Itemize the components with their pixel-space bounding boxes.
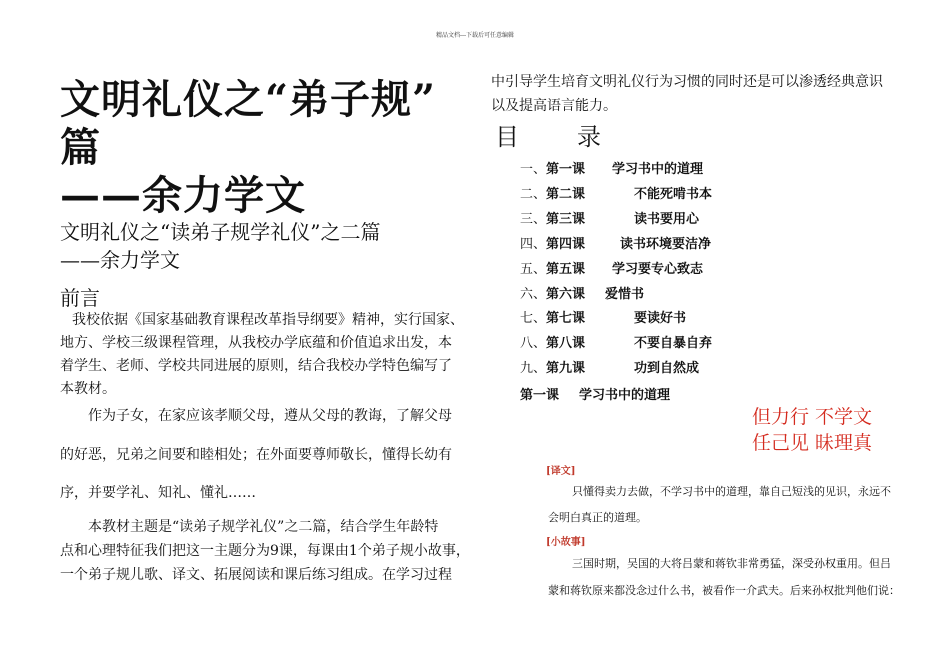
toc-item[interactable]	[520, 285, 645, 305]
toc-title: 不能死啃书本	[634, 187, 713, 202]
doc-title-line-3: ——余力学文	[60, 172, 306, 219]
toc-lesson: 第九课	[546, 361, 586, 376]
lesson-heading-title: 学习书中的道理	[579, 388, 671, 403]
translation-line: 会明白真正的道理。	[548, 511, 647, 524]
translation-tag: [译文]	[546, 466, 576, 477]
toc-title: 要读好书	[634, 311, 687, 326]
intro-line: 中引导学生培育文明礼仪行为习惯的同时还是可以渗透经典意识	[491, 74, 883, 90]
toc-num: 六、	[520, 287, 547, 302]
preface-para3-line: 一个弟子规儿歌、译文、拓展阅读和课后练习组成。在学习过程	[60, 567, 452, 583]
toc-num: 二、	[520, 187, 547, 202]
toc-heading	[495, 122, 601, 152]
preface-para2-line: 序，并要学礼、知礼、懂礼……	[60, 485, 256, 501]
lesson-heading	[520, 384, 670, 403]
preface-heading: 前言	[60, 286, 100, 310]
header-note: 精品文档---下载后可任意编辑	[435, 32, 515, 39]
preface-para2-line: 的好恶，兄弟之间要和睦相处；在外面要尊师敬长，懂得长幼有	[60, 447, 452, 463]
intro-line: 以及提高语言能力。	[491, 98, 617, 114]
toc-lesson: 第一课	[546, 162, 586, 177]
toc-num: 一、	[520, 162, 547, 177]
translation-line: 只懂得卖力去做，不学习书中的道理，靠自己短浅的见识，永远不	[572, 485, 891, 498]
toc-lesson: 第六课	[546, 287, 586, 302]
story-line: 三国时期，吴国的大将吕蒙和蒋钦非常勇猛，深受孙权重用。但吕	[572, 557, 891, 570]
toc-lesson: 第五课	[546, 262, 586, 277]
toc-item[interactable]	[520, 160, 704, 180]
toc-num: 九、	[520, 361, 547, 376]
preface-para1-line: 着学生、老师、学校共同进展的原则，结合我校办学特色编写了	[60, 358, 452, 374]
toc-title: 功到自然成	[634, 361, 700, 376]
toc-item[interactable]	[520, 359, 700, 379]
toc-title: 学习书中的道理	[612, 162, 704, 177]
toc-item[interactable]	[520, 309, 687, 329]
preface-para1-line: 地方、学校三级课程管理，从我校办学底蕴和价值追求出发，本	[60, 335, 452, 351]
toc-heading-char-2: 录	[577, 123, 601, 151]
toc-title: 读书要用心	[634, 212, 700, 227]
toc-item[interactable]	[520, 334, 713, 354]
toc-item[interactable]	[520, 210, 700, 230]
toc-lesson: 第二课	[546, 187, 586, 202]
preface-para2-line: 作为子女，在家应该孝顺父母，遵从父母的教诲，了解父母	[88, 408, 452, 424]
preface-para1-line: 我校依据《国家基础教育课程改革指导纲要》精神，实行国家、	[72, 312, 464, 328]
preface-para1-line: 本教材。	[60, 381, 116, 397]
story-tag: [小故事]	[546, 537, 586, 548]
subtitle-line-2: ——余力学文	[60, 248, 180, 272]
story-line: 蒙和蒋钦原来都没念过什么书，被看作一介武夫。后来孙权批判他们说：	[548, 584, 900, 597]
toc-item[interactable]	[520, 260, 704, 280]
toc-title: 学习要专心致志	[612, 262, 704, 277]
verse-line-2: 任己见 昧理真	[752, 432, 873, 454]
toc-title: 读书环境要洁净	[620, 237, 712, 252]
lesson-heading-lesson: 第一课	[520, 388, 560, 403]
preface-para3-line: 本教材主题是“读弟子规学礼仪”之二篇，结合学生年龄特	[88, 519, 439, 535]
toc-title: 爱惜书	[605, 287, 645, 302]
toc-num: 五、	[520, 262, 547, 277]
toc-lesson: 第四课	[546, 237, 586, 252]
toc-lesson: 第三课	[546, 212, 586, 227]
toc-lesson: 第七课	[546, 311, 586, 326]
subtitle-line-1: 文明礼仪之“读弟子规学礼仪”之二篇	[60, 220, 381, 244]
toc-heading-char-1: 目	[495, 123, 519, 151]
toc-num: 四、	[520, 237, 547, 252]
verse-line-1: 但力行 不学文	[752, 406, 873, 428]
doc-title-line-2: 篇	[60, 124, 101, 171]
toc-item[interactable]	[520, 185, 713, 205]
doc-title-line-1: 文明礼仪之“弟子规”	[60, 76, 437, 123]
preface-para3-line: 点和心理特征我们把这一主题分为9课，每课由1个弟子规小故事，	[60, 543, 470, 559]
toc-lesson: 第八课	[546, 336, 586, 351]
toc-num: 七、	[520, 311, 547, 326]
toc-num: 三、	[520, 212, 547, 227]
toc-title: 不要自暴自弃	[634, 336, 713, 351]
toc-item[interactable]	[520, 235, 712, 255]
toc-num: 八、	[520, 336, 547, 351]
